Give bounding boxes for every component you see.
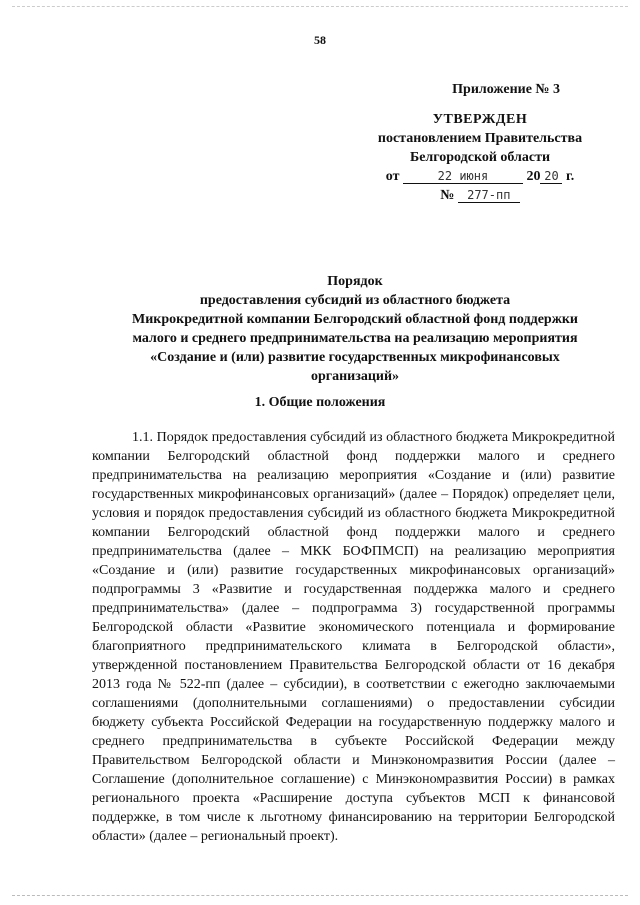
date-suffix: г. [565, 169, 575, 184]
title-line-5: «Создание и (или) развитие государственных микрофинансовых [150, 350, 560, 365]
section-heading: 1. Общие положения [254, 395, 386, 410]
date-year-suffix: 20 [540, 169, 562, 184]
number-value: 277-пп [458, 188, 520, 203]
title-line-1: Порядок [327, 274, 383, 289]
page-number: 58 [314, 33, 326, 47]
approval-block [350, 80, 610, 205]
approval-date-line [350, 167, 610, 186]
appendix-label: Приложение № 3 [452, 82, 560, 97]
document-title [90, 272, 620, 386]
paragraph-1-1: 1.1. Порядок предоставления субсидий из областного бюджета Микрокредитной компании Белгородский областной фонд поддержки малого и среднего предпринимательства на реализацию мероприятия «Создание и (или) развитие государственных микрофинансовых организаций» (далее – Порядок) определяет цели, условия и порядок предоставления субсидий из областного бюджета Микрокредитной компании Белгородский областной фонд поддержки малого и среднего предпринимательства (далее – МКК БОФПМСП) на реализацию мероприятия «Создание и (или) развитие государственных микрофинансовых организаций» подпрограммы 3 «Развитие и государственная поддержка малого и среднего предпринимательства» (далее – подпрограмма 3) государственной программы Белгородской области «Развитие экономического потенциала и формирование благоприятного предпринимательского климата в Белгородской области», утвержденной постановлением Правительства Белгородской области от 16 декабря 2013 года № 522-пп (далее – субсидии), в соответствии с ежегодно заключаемыми соглашениями (дополнительными соглашениями) о предоставлении субсидии бюджету субъекта Российской Федерации на государственную поддержку малого и среднего предпринимательства в субъекте Российской Федерации между Правительством Белгородской области и Минэкономразвития России (далее – Соглашение (дополнительное соглашение) с Минэкономразвития России) в рамках регионального проекта «Расширение доступа субъектов МСП к финансовой поддержке, в том числе к льготному финансированию на территории Белгородской области» (далее – региональный проект). [92, 430, 615, 844]
approved-label: УТВЕРЖДЕН [432, 112, 528, 127]
approval-line-1: постановлением Правительства [377, 131, 583, 146]
date-year-prefix: 20 [526, 169, 541, 184]
approval-line-2: Белгородской области [409, 150, 551, 165]
title-line-2: предоставления субсидий из областного бюджета [199, 293, 511, 308]
date-prefix: от [385, 169, 400, 184]
bottom-scan-edge [12, 895, 628, 896]
title-line-6: организаций» [310, 369, 400, 384]
number-prefix: № [440, 188, 455, 203]
title-line-4: малого и среднего предпринимательства на реализацию мероприятия [132, 331, 578, 346]
top-scan-edge [12, 6, 628, 7]
title-line-3: Микрокредитной компании Белгородский областной фонд поддержки [132, 312, 578, 327]
date-day-month: 22 июня [403, 169, 523, 184]
approval-number-line [350, 186, 610, 205]
